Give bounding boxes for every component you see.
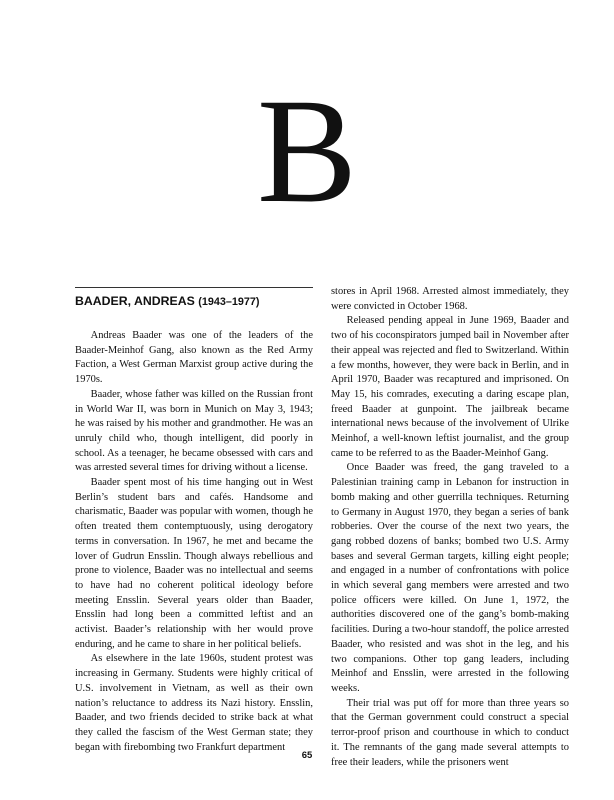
paragraph-continuation: stores in April 1968. Arrested almost immediately, they were convicted in October 1968.: [331, 286, 569, 312]
page-number: 65: [301, 750, 313, 761]
heading-rule: [75, 287, 313, 288]
paragraph: Released pending appeal in June 1969, Baader and two of his coconspirators jumped bail in November after their appeal was rejected and fled to Switzerland. Within a few months, however, they were back in Berlin, and in April 1970, Baader was recaptured and imprisoned. On May 15, his comrades, executing a daring escape plan, freed Baader at gunpoint. The jailbreak became international news because of the involvement of Ulrike Meinhof, a well-known leftist journalist, and the group came to be referred to as the Baader-Meinhof Gang.: [331, 315, 569, 459]
chapter-letter: B: [256, 68, 358, 234]
paragraph: Once Baader was freed, the gang traveled to a Palestinian training camp in Lebanon for instruction in bomb making and other guerrilla techniques. Returning to Germany in August 1970, they began a series of bank robberies. Over the course of the next two years, the gang robbed dozens of banks; bombed two U.S. Army bases and several German targets, killing eight people; and engaged in a number of confrontations with police in which several gang members were arrested and two police officers were killed. On June 1, 1972, the authorities discovered one of the gang’s bomb-making facilities. During a two-hour standoff, the police arrested Baader, who resisted and was shot in the leg, and his two companions. Other top gang leaders, including Meinhof and Ensslin, were arrested in the following weeks.: [331, 462, 569, 694]
paragraph: As elsewhere in the late 1960s, student protest was increasing in Germany. Students were highly critical of U.S. involvement in Vietnam, as well as their own nation’s reluctance to address its Nazi history. Ensslin, Baader, and two friends decided to strike back at what they called the fascism of the West German state; they began with firebombing two Frankfurt department: [75, 653, 313, 753]
right-column: [331, 285, 569, 770]
left-column: [75, 287, 313, 755]
entry-dates: (1943–1977): [198, 296, 260, 308]
paragraph: Baader spent most of his time hanging out in West Berlin’s student bars and cafés. Handsome and charismatic, Baader was popular with women, though he often treated them contemptuously, using derogatory terms in conversation. In 1967, he met and became the lover of Gudrun Ensslin. Though always rebellious and prone to violence, Baader was no intellectual and seems to have had no coherent political ideology before meeting Ensslin. Several years older than Baader, Ensslin had long been a committed leftist and an activist. Baader’s relationship with her would prove enduring, and he came to share in her political beliefs.: [75, 477, 313, 650]
paragraph: Andreas Baader was one of the leaders of the Baader-Meinhof Gang, also known as the Red Army Faction, a West German Marxist group active during the 1970s.: [75, 330, 313, 386]
paragraph: Baader, whose father was killed on the Russian front in World War II, was born in Munich on May 3, 1943; he was raised by his mother and grandmother. He was an unruly child who, though intelligent, did poorly in school. As a teenager, he became obsessed with cars and was arrested several times for driving without a license.: [75, 388, 313, 474]
entry-name: BAADER, ANDREAS: [75, 294, 195, 308]
paragraph: Their trial was put off for more than three years so that the German government could construct a special terror-proof prison and courthouse in which to conduct it. The remnants of the gang made several attempts to free their leaders, while the prisoners went: [331, 697, 569, 768]
entry-heading: [75, 294, 313, 310]
